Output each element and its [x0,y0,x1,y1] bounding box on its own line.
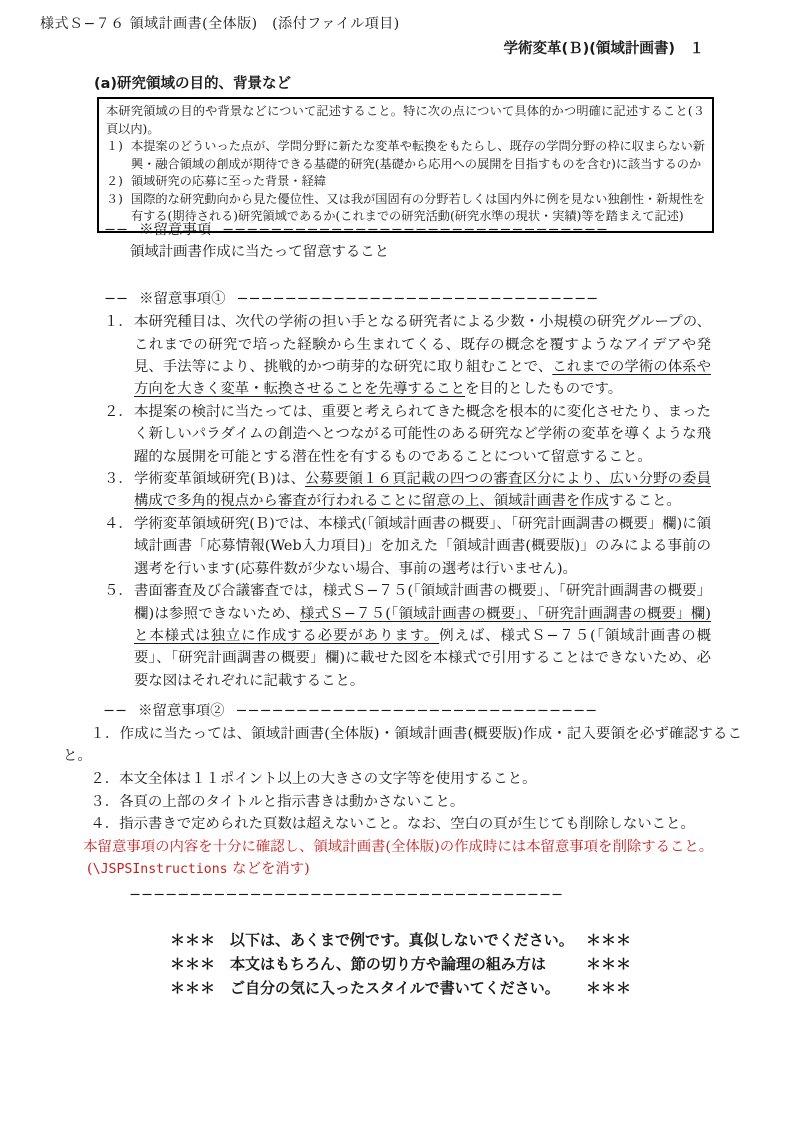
rule-dashes: −−−−−−−−−−−−−−−−−−−−−−−−−−−−−− [236,290,599,307]
notice-item-number: ２． [104,403,133,420]
asterisk-marker: ＊＊＊ [170,955,216,974]
notice-item-text: 本提案の検討に当たっては、重要と考えられてきた概念を根本的に変化させたり、まったく新しいパラダイムの創造へとつながる可能性のある研究など学術の変革を導くような飛躍的な展開を可能とする潜在性を有するものであることについて留意すること。 [134,403,711,465]
notice-section-1 [104,219,711,692]
asterisk-marker: ＊＊＊ [586,931,632,950]
notice-item [104,580,711,692]
rule-dashes: −− [104,222,129,238]
notes-rule-line [104,288,711,310]
notice-item-text: 本研究種目は、次代の学術の担い手となる研究者による少数・小規模の研究グループの、これまでの研究で培った経験から生まれてくる、既存の概念を覆すようなアイデアや発見、手法等により、挑戦的かつ萌芽的な研究に取り組むことで、これまでの学術の体系や方向を大きく変革・転換させることを先導することを目的としたものです。 [134,314,711,398]
form-id-header: 様式Ｓ−７６ 領域計画書(全体版) (添付ファイル項目) [40,16,400,32]
notes-body-text: 領域計画書作成に当たって留意すること [130,244,390,261]
latex-command-note [87,858,742,882]
instruction-item [106,138,705,173]
instruction-item-text: 領域研究の応募に至った背景・経緯 [131,174,326,188]
instruction-intro: 本研究領域の目的や背景などについて記述すること。特に次の点について具体的かつ明確に記述すること(３頁以内)。 [106,104,705,136]
instruction-item-text: 本提案のどういった点が、学問分野に新たな変革や転換をもたらし、既存の学問分野の枠に収まらない新興・融合領域の創成が期待できる基礎的研究(基礎から応用への展開を目指すものを含む)に該当するのか [131,139,705,171]
instruction-item-number: ３) [106,191,123,206]
section-a-title: (a)研究領域の目的、背景など [94,76,292,92]
asterisk-marker: ＊＊＊ [170,931,216,950]
notice-item [104,401,711,468]
notice-item-text: 学術変革領域研究(Ｂ)では、本様式(「領域計画書の概要」、「研究計画調書の概要」欄)に領域計画書「応募情報(Web入力項目)」を加えた「領域計画書(概要版)」のみによる事前の選考を行います(応募件数が少ない場合、事前の選考は行いません)。 [134,515,711,577]
document-body [0,219,794,1000]
notes-rule-line [104,219,711,241]
notice-item-number: ５． [104,583,133,600]
paren-open: ( [87,861,93,878]
rule-dashes: −− [103,703,128,720]
example-note-block [170,928,794,1000]
notice-item-number: ４． [104,515,133,532]
deletion-warning-text: 本留意事項の内容を十分に確認し、領域計画書(全体版)の作成時には本留意事項を削除すること。 [83,838,714,855]
note-tail: などを消す) [227,861,310,878]
page-header-right: 学術変革(Ｂ)(領域計画書) １ [503,41,704,57]
asterisk-marker: ＊＊＊ [586,955,632,974]
latex-command: \JSPSInstructions [92,862,228,878]
notes-label: ※留意事項② [138,703,225,720]
example-note-text: 本文はもちろん、節の切り方や論理の組み方は [230,955,546,974]
rule-dashes: −− [104,290,129,307]
notice2-paragraph: ２．本文全体は１１ポイント以上の大きさの文字等を使用すること。 [90,770,537,787]
notice2-paragraph: １．作成に当たっては、領域計画書(全体版)・領域計画書(概要版)作成・記入要領を必ず確認すること。 [63,725,742,765]
rule-separator: −−−−−−−−−−−−−−−−−−−−−−−−−−−−−−−−−−−− [129,886,564,903]
asterisk-marker: ＊＊＊ [170,979,216,998]
asterisk-marker: ＊＊＊ [586,979,632,998]
notice1-list [104,311,711,692]
example-note-text: 以下は、あくまで例です。真似しないでください。 [230,931,574,950]
notes-label: ※留意事項 [139,222,212,238]
instruction-item-number: １) [106,139,123,153]
example-note-row [170,928,794,952]
instruction-item-number: ２) [106,174,123,188]
example-note-row [170,952,794,976]
example-note-text: ご自分の気に入ったスタイルで書いてください。 [230,979,560,998]
instruction-box [97,97,714,233]
notice-item [104,311,711,401]
rule-dashes: −−−−−−−−−−−−−−−−−−−−−−−−−−−−−−−− [222,222,608,238]
notice-item-text: 学術変革領域研究(Ｂ)は、公募要領１６頁記載の四つの審査区分により、広い分野の委員構成で多角的視点から審査が行われることに留意の上、領域計画書を作成すること。 [134,471,711,510]
notice-item [104,513,711,580]
example-note-row [170,976,794,1000]
notice-item-text: 書面審査及び合議審査では，様式Ｓ−７５(「領域計画書の概要」、「研究計画調書の概要」欄)は参照できないため、様式Ｓ−７５(「領域計画書の概要」、「研究計画調書の概要」欄)と本様式は独立に作成する必要があります。例えば、様式Ｓ−７５(「領域計画書の概要」、「研究計画調書の概要」欄)に載せた図を本様式で引用することはできないため、必要な図はそれぞれに記載すること。 [134,583,711,689]
instruction-item-text: 国際的な研究動向から見た優位性、又は我が国固有の分野若しくは国内外に例を見ない独創性・新規性を有する(期待される)研究領域であるか(これまでの研究活動(研究水準の現状・実績)等を踏まえて記述) [131,191,705,223]
notice2-paragraph: ３．各頁の上部のタイトルと指示書きは動かさないこと。 [90,793,465,810]
instruction-item [106,173,705,191]
notice2-paragraph: ４．指示書きで定められた頁数は超えないこと。なお、空白の頁が生じても削除しないこと。 [90,816,695,833]
rule-dashes: −−−−−−−−−−−−−−−−−−−−−−−−−−−−−− [235,703,598,720]
notes-rule-line [103,700,742,723]
notes-label: ※留意事項① [139,290,226,307]
notice-section-2 [63,700,742,906]
notice-item-number: １． [104,314,133,331]
notice-item-number: ３． [104,471,133,488]
notice-item [104,468,711,513]
